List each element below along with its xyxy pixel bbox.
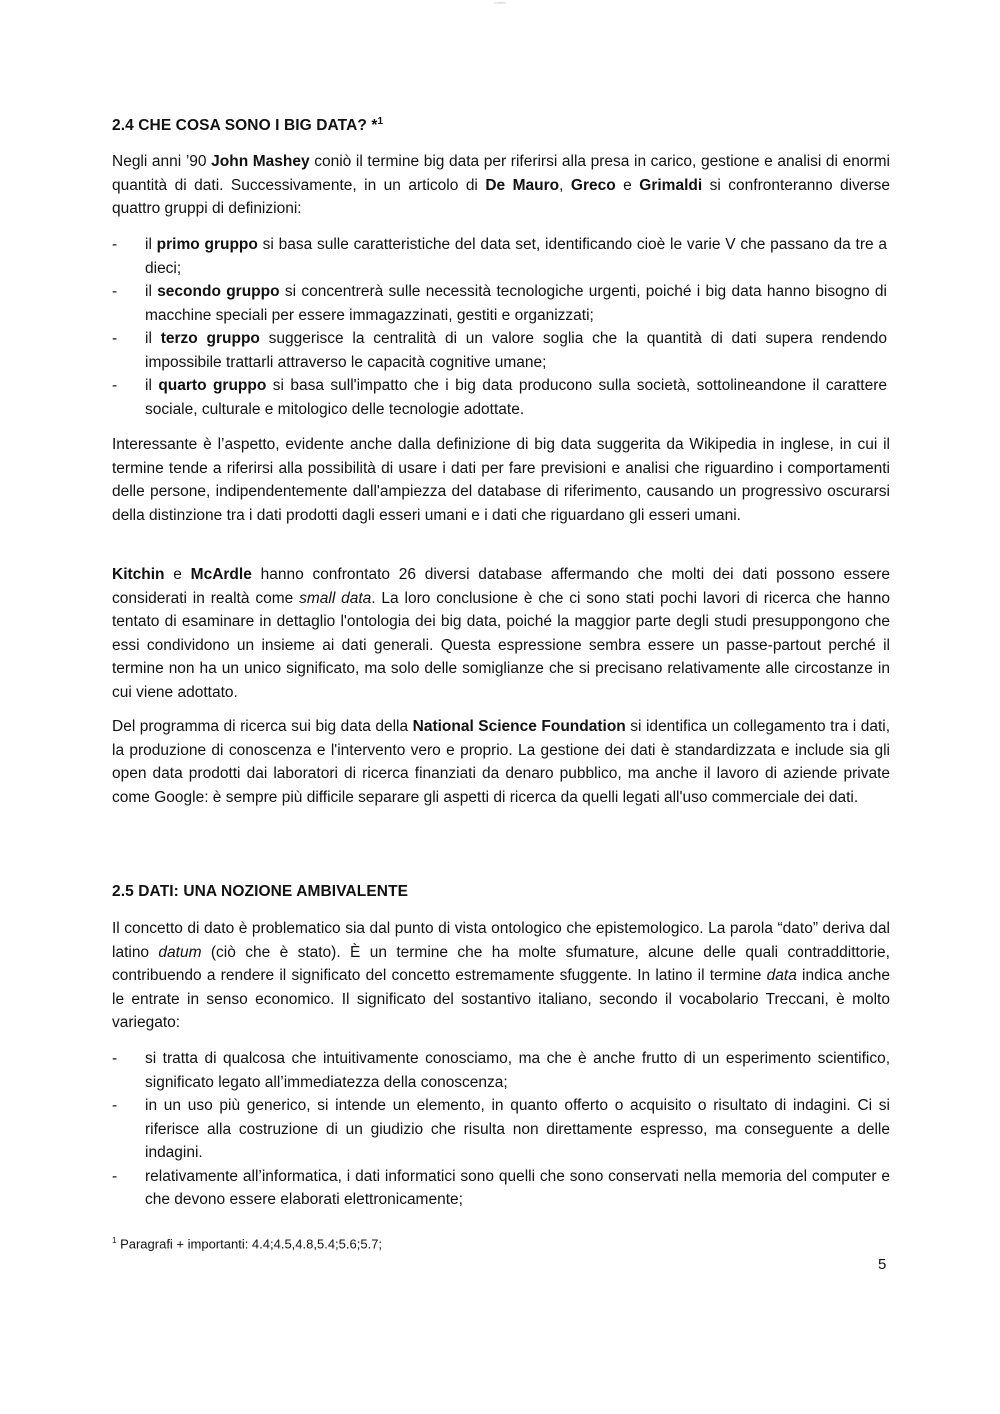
text-run: hanno confrontato 26 diversi database affermando che molti dei dati possono essere considerati in realtà come bbox=[112, 566, 890, 607]
bold-name: John Mashey bbox=[211, 153, 310, 170]
text-run: e bbox=[164, 566, 191, 583]
bold-name: McArdle bbox=[190, 566, 252, 583]
footnote-number: 1 bbox=[112, 1236, 117, 1245]
italic-term: data bbox=[766, 967, 797, 984]
text-run: Il concetto di dato è problematico sia dal punto di vista ontologico che epistemologico. La parola “dato” deriva dal latino bbox=[112, 920, 890, 961]
text-run: indica anche le entrate in senso economico. Il significato del sostantivo italiano, secondo il vocabolario Treccani, è molto variegato: bbox=[112, 967, 890, 1031]
footnote-text: Paragrafi + importanti: 4.4;4.5,4.8,5.4;5.6;5.7; bbox=[116, 1236, 383, 1252]
bold-name: Grimaldi bbox=[639, 176, 703, 194]
text-run: si identifica un collegamento tra i dati, la produzione di conoscenza e l'intervento vero e proprio. La gestione dei dati è standardizzata e include sia gli open data prodotti dai laboratori di ricerca finanziati da denaro pubblico, ma anche il lavoro di aziende private come Google: è sempre più difficile separare gli aspetti di ricerca da quelli legati all'uso commerciale dei dati. bbox=[112, 718, 891, 806]
footnote bbox=[112, 1236, 382, 1251]
text-run: si concentrerà sulle necessità tecnologiche urgenti, poiché i big data hanno bisogno di macchine speciali per essere immagazzinati, gestiti e organizzati; bbox=[145, 283, 887, 324]
bold-term: quarto gruppo bbox=[158, 377, 267, 394]
section-2-4-title-text: 2.4 CHE COSA SONO I BIG DATA? * bbox=[112, 117, 378, 135]
top-mark: Lorem bbox=[494, 0, 506, 5]
paragraph-wikipedia: Interessante è l’aspetto, evidente anche dalla definizione di big data suggerita da Wikipedia in inglese, in cui il termine tende a riferirsi alla possibilità di usare i dati per fare previsioni e analisi che riguardino i comportamenti delle persone, indipendentemente dall'ampiezza del database di riferimento, causando un progressivo oscurarsi della distinzione tra i dati prodotti dagli esseri umani e i dati che riguardano gli esseri umani. bbox=[112, 436, 890, 524]
text-run: si basa sulle caratteristiche del data set, identificando cioè le varie V che passano da tre a dieci; bbox=[145, 236, 887, 277]
text-run: si basa sull'impatto che i big data producono sulla società, sottolineandone il carattere sociale, culturale e mitologico delle tecnologie adottate. bbox=[145, 377, 887, 418]
text-run: il bbox=[145, 236, 157, 253]
text-run: Negli anni ’90 bbox=[112, 153, 212, 170]
bold-name: Greco bbox=[570, 176, 616, 194]
bold-term: terzo gruppo bbox=[160, 330, 260, 347]
text-run: il bbox=[145, 283, 158, 300]
bold-term: primo gruppo bbox=[156, 236, 258, 253]
text-run: coniò il termine big data per riferirsi alla presa in carico, gestione e analisi di enormi quantità di dati. Successivamente, in un articolo di bbox=[112, 153, 890, 194]
list-item bbox=[112, 280, 887, 327]
list-item: - relativamente all’informatica, i dati informatici sono quelli che sono conservati nella memoria del computer e che devono essere elaborati elettronicamente; bbox=[112, 1165, 890, 1212]
meanings-list bbox=[112, 1047, 890, 1212]
list-item bbox=[112, 327, 887, 374]
section-2-4-title bbox=[112, 116, 383, 135]
text-run: il bbox=[145, 377, 159, 394]
text-run: Del programma di ricerca sui big data della bbox=[112, 718, 413, 735]
text-run: . La loro conclusione è che ci sono stati pochi lavori di ricerca che hanno tentato di esaminare in dettaglio l'ontologia dei big data, poiché la maggior parte degli studi presuppongono che essi condividono un insieme ai dati generali. Questa espressione sembra essere un passe-partout perché il termine non ha un unico significato, ma solo delle somiglianze che si precisano relativamente alle circostanze in cui viene adottato. bbox=[112, 589, 890, 701]
paragraph-nsf bbox=[112, 715, 890, 809]
list-item: - in un uso più generico, si intende un elemento, in quanto offerto o acquisito o risultato di indagini. Ci si riferisce alla costruzione di un giudizio che risulta non direttamente espresso, ma conseguente a delle indagini. bbox=[112, 1094, 890, 1165]
list-item bbox=[112, 233, 887, 280]
text-run: si confronteranno diverse quattro gruppi di definizioni: bbox=[112, 176, 890, 217]
text-run: suggerisce la centralità di un valore soglia che la quantità di dati supera rendendo impossibile trattarli attraverso le capacità cognitive umane; bbox=[145, 330, 888, 371]
bold-name: De Mauro bbox=[485, 176, 560, 194]
page-number: 5 bbox=[878, 1256, 887, 1273]
italic-term: small data bbox=[299, 589, 372, 607]
italic-term: datum bbox=[158, 943, 202, 961]
section-2-5-title: 2.5 DATI: UNA NOZIONE AMBIVALENTE bbox=[112, 883, 409, 900]
paragraph-mashey bbox=[112, 150, 890, 221]
text-run: , bbox=[559, 176, 571, 194]
text-run: e bbox=[615, 176, 640, 194]
text-run: il bbox=[145, 330, 161, 347]
list-item: - si tratta di qualcosa che intuitivamente conosciamo, ma che è anche frutto di un esperimento scientifico, significato legato all’immediatezza della conoscenza; bbox=[112, 1047, 890, 1094]
bold-name: National Science Foundation bbox=[412, 718, 626, 735]
paragraph-kitchin bbox=[112, 563, 890, 704]
list-item bbox=[112, 374, 887, 421]
footnote-ref: 1 bbox=[377, 116, 384, 127]
text-run: (ciò che è stato). È un termine che ha molte sfumature, alcune delle quali contraddittorie, contribuendo a rendere il significato del concetto estremamente sfuggente. In latino il termine bbox=[112, 943, 890, 984]
definitions-list bbox=[112, 233, 887, 421]
bold-term: secondo gruppo bbox=[157, 283, 280, 300]
bold-name: Kitchin bbox=[112, 566, 165, 583]
paragraph-dato bbox=[112, 917, 890, 1035]
